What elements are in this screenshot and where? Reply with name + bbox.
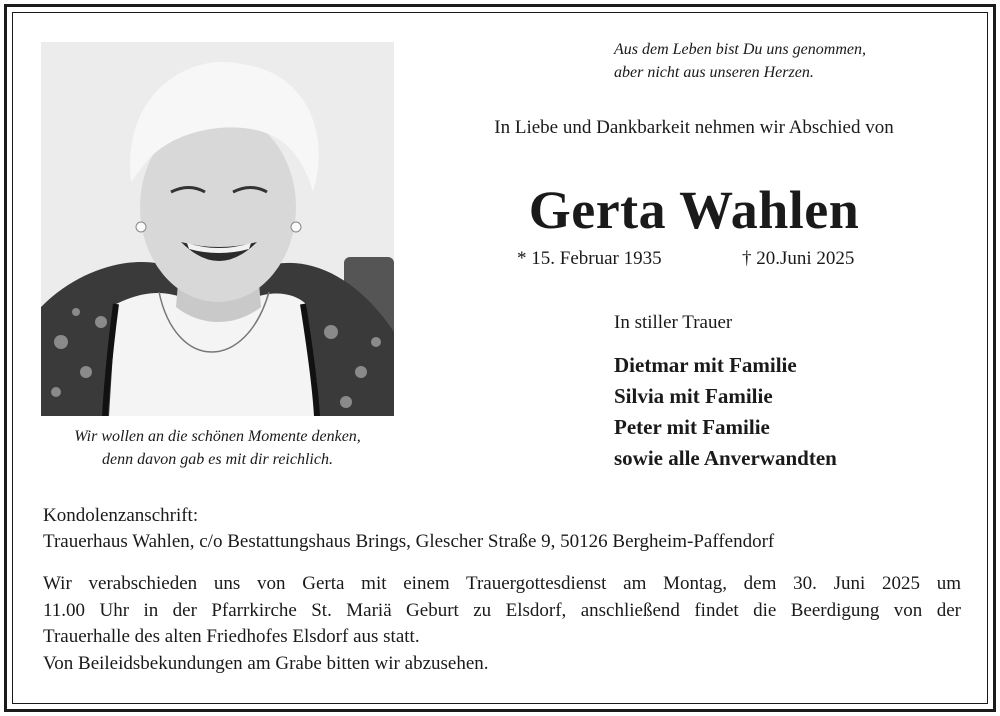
condolence-address-block xyxy=(43,503,963,555)
mourning-intro: In stiller Trauer xyxy=(614,312,733,333)
mourner-item: sowie alle Anverwandten xyxy=(614,446,837,470)
service-line-1: Wir verabschieden uns von Gerta mit einem Trauergottesdienst am Montag, dem 30. Juni 2025 um xyxy=(43,573,961,594)
birth-date: * 15. Februar 1935 xyxy=(517,248,662,269)
mourner-item: Dietmar mit Familie xyxy=(614,353,797,377)
service-line-2: 11.00 Uhr in der Pfarrkirche St. Mariä Geburt zu Elsdorf, anschließend findet die Beerdigung von der xyxy=(43,599,961,621)
farewell-intro: In Liebe und Dankbarkeit nehmen wir Abschied von xyxy=(494,117,894,138)
mourners-list xyxy=(614,350,837,474)
mourner-item: Silvia mit Familie xyxy=(614,384,773,408)
mourner-item: Peter mit Familie xyxy=(614,415,770,439)
deceased-name: Gerta Wahlen xyxy=(528,180,860,240)
photo-caption xyxy=(30,425,405,471)
photo-caption-line-1: Wir wollen an die schönen Momente denken, xyxy=(74,428,361,445)
condolence-address: Trauerhaus Wahlen, c/o Bestattungshaus Brings, Glescher Straße 9, 50126 Bergheim-Paffendorf xyxy=(43,531,775,552)
motto-line-1: Aus dem Leben bist Du uns genommen, xyxy=(614,41,866,58)
portrait-photo xyxy=(41,42,394,416)
motto-line-2: aber nicht aus unseren Herzen. xyxy=(614,64,814,81)
photo-caption-line-2: denn davon gab es mit dir reichlich. xyxy=(102,451,333,468)
service-notice xyxy=(43,571,961,677)
condolence-label: Kondolenzanschrift: xyxy=(43,505,199,526)
motto xyxy=(614,38,954,84)
service-line-3: Trauerhalle des alten Friedhofes Elsdorf aus statt. xyxy=(43,626,420,647)
service-line-4: Von Beileidsbekundungen am Grabe bitten wir abzusehen. xyxy=(43,652,489,674)
death-date: † 20.Juni 2025 xyxy=(742,248,855,269)
